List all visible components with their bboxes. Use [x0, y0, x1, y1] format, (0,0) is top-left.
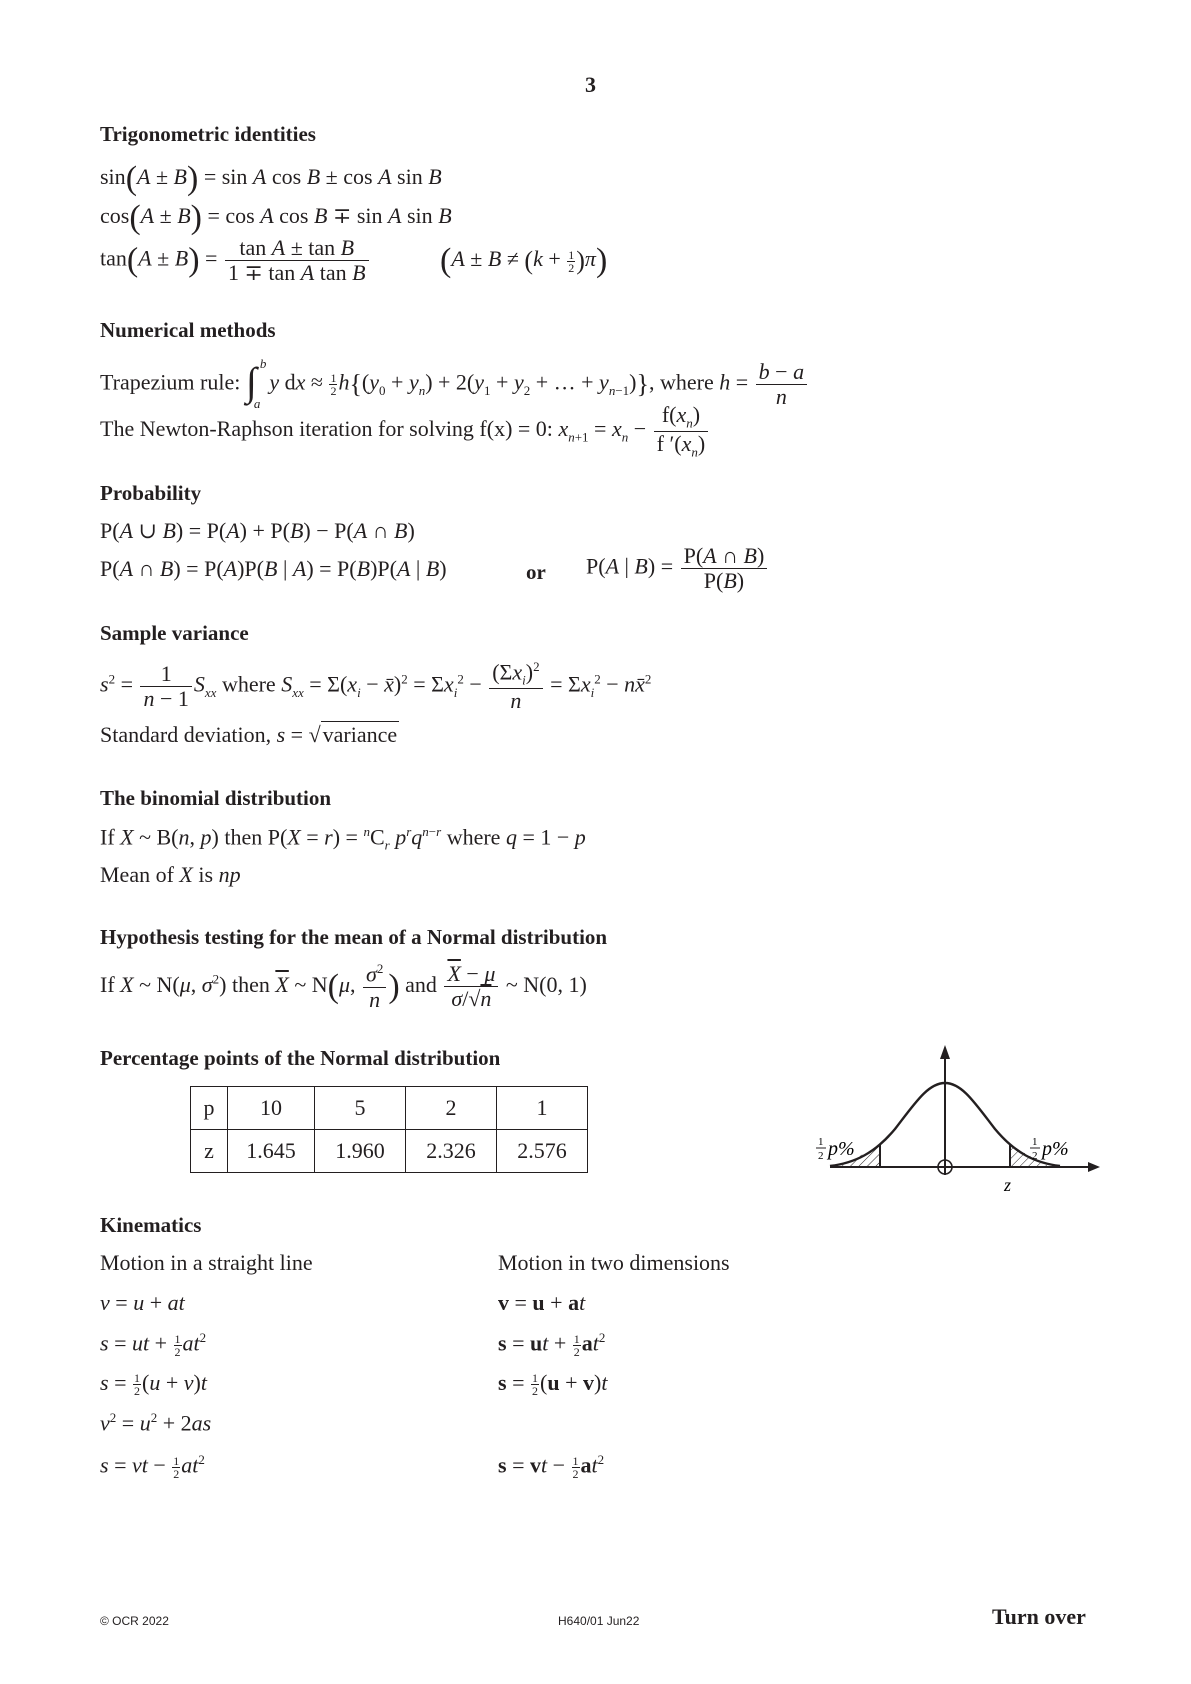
where-text: where [446, 824, 501, 850]
hyp-if: If [100, 971, 115, 997]
right-half: 1 [1032, 1136, 1038, 1148]
formula-intersection: P(A ∩ B) = P(A)P(B | A) = P(B)P(A | B) [100, 556, 447, 581]
normal-curve-diagram [810, 1045, 1100, 1195]
hyp-then: then [231, 971, 270, 997]
formula-union: P(A ∪ B) = P(A) + P(B) − P(A ∩ B) [100, 518, 415, 543]
table-cell: 1 [497, 1087, 588, 1130]
kinematics-col2-title: Motion in two dimensions [498, 1250, 730, 1275]
vector-1: v = u + at [498, 1290, 586, 1315]
formula-conditional: P(A | B) = $\frac{P(A \cap B)}{P(B)}$ [586, 544, 769, 593]
heading-numerical: Numerical methods [100, 318, 276, 342]
row-label-z: z [191, 1130, 228, 1173]
then-text: then [224, 824, 263, 850]
vector-2: s = ut + $\frac{1}{2}$ $at^2$ [498, 1330, 606, 1359]
where-text: , where [648, 369, 714, 395]
formula-mean: Mean of X is np [100, 862, 241, 887]
z-label: z [1004, 1175, 1012, 1195]
percentage-table [190, 1086, 588, 1173]
formula-trapezium: Trapezium rule: ∫ b a y dx ≈ $\frac{1}{2}$ $h\{(y_0 + y_n) + 2(y_1 + y_2$ + … + $y_{n-1}$)}, where h = $\frac{b - a}{n}$ [100, 360, 809, 409]
table-cell: 2 [406, 1087, 497, 1130]
suvat-3: s = $\frac{1}{2}$ (u + v)t [100, 1370, 207, 1399]
heading-probability: Probability [100, 481, 202, 505]
row-label-p: p [191, 1087, 228, 1130]
heading-binomial: The binomial distribution [100, 786, 332, 810]
formula-tan: tan(A ± B) = $\frac{\text{tan A ± tan B}}{\text{1 ∓ tan A tan B}}$ [100, 236, 371, 285]
heading-percentage: Percentage points of the Normal distribution [100, 1046, 501, 1070]
table-cell: 2.326 [406, 1130, 497, 1173]
vector-3: s = $\frac{1}{2}$ (u + v)t [498, 1370, 608, 1399]
suvat-2: s = ut + $\frac{1}{2}$ $at^2$ [100, 1330, 207, 1359]
vector-5: s = vt − $\frac{1}{2}$ $at^2$ [498, 1452, 605, 1481]
formula-cos: cos(A ± B) = cos A cos B ∓ sin A sin B [100, 199, 452, 236]
variance-word: variance [322, 722, 398, 747]
left-half: 1 [818, 1136, 824, 1148]
suvat-5: s = vt − $\frac{1}{2}$ $at^2$ [100, 1452, 205, 1481]
suvat-1: v = u + at [100, 1290, 185, 1315]
hyp-and: and [405, 971, 437, 997]
heading-hypothesis: Hypothesis testing for the mean of a Normal distribution [100, 925, 608, 949]
mean-is: is [198, 862, 214, 887]
svg-text:2: 2 [1032, 1150, 1038, 1162]
page-number: 3 [585, 72, 596, 97]
heading-kinematics: Kinematics [100, 1213, 202, 1237]
formula-hypothesis: If X ~ N(μ, $\sigma^2$) then $\overline{X}$ ~ N(μ, $\frac{\sigma^2}{n}$ ) and $\frac{\overline{X} - \mu}{\sigma/√n}$ ~ N(0, 1) [100, 961, 587, 1012]
tan-condition: (A ± B ≠ (k + $\frac{1}{2}$ )π) [440, 242, 608, 279]
trapezium-label: Trapezium rule: [100, 369, 241, 395]
x-axis-arrow [1088, 1162, 1100, 1172]
table-row [191, 1130, 588, 1173]
sd-label: Standard deviation, [100, 722, 272, 747]
mean-prefix: Mean of [100, 862, 174, 887]
heading-trig: Trigonometric identities [100, 122, 316, 146]
right-tail-label: p% [1042, 1138, 1069, 1160]
formula-variance: $s^2$ = $\frac{1}{n - 1}$ $S_{xx}$ where $S_{xx} = \Sigma(x_i$ − x̄)$^2$ = $\Sigma x_i^2$ − $\frac{(\Sigma x_i)^2}{n}$ = $\Sigma x_i^2$ − nx̄$^2$ [100, 659, 652, 714]
footer-copyright: © OCR 2022 [100, 1614, 169, 1628]
footer-code: H640/01 Jun22 [558, 1614, 640, 1628]
table-cell: 1.645 [228, 1130, 315, 1173]
formula-newton: The Newton-Raphson iteration for solving f(x) = 0: $x_{n+1} = x_n$ − $\frac{f(x_n)}{f '(x_n)}$ [100, 403, 710, 459]
or-text: or [526, 560, 546, 584]
y-axis-arrow [940, 1045, 950, 1059]
kinematics-col1-title: Motion in a straight line [100, 1250, 313, 1275]
formula-sd: Standard deviation, s = √variance [100, 722, 398, 747]
newton-label: The Newton-Raphson iteration for solving f(x) = 0: [100, 416, 553, 442]
table-row [191, 1087, 588, 1130]
heading-variance: Sample variance [100, 621, 249, 645]
svg-text:2: 2 [818, 1150, 824, 1162]
formula-binomial: If X ~ B(n, p) then $P(X = r) = ^nC_r$ $p^rq^{n-r}$ where q = 1 − p [100, 824, 586, 853]
variance-where: where [221, 671, 276, 697]
table-cell: 1.960 [315, 1130, 406, 1173]
formula-sin: sin(A ± B) = sin A cos B ± cos A sin B [100, 160, 442, 197]
footer-turn-over: Turn over [992, 1604, 1086, 1629]
left-tail-label: p% [828, 1138, 855, 1160]
if-text: If [100, 824, 115, 850]
table-cell: 10 [228, 1087, 315, 1130]
table-cell: 5 [315, 1087, 406, 1130]
suvat-4: $v^2 = u^2 + 2as$ [100, 1410, 212, 1436]
table-cell: 2.576 [497, 1130, 588, 1173]
